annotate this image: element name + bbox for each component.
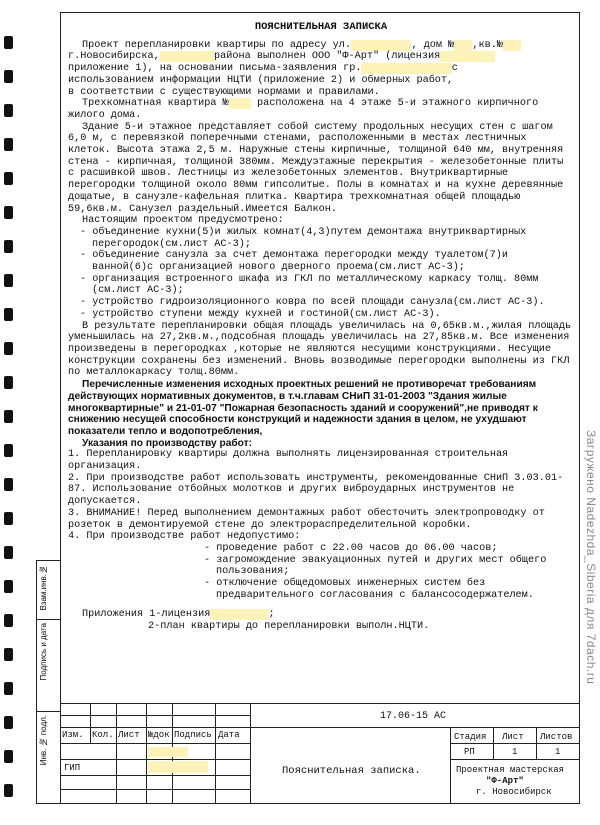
proposal-item: - объединение кухни(5)и жилых комнат(4,3)путем демонтажа внутриквартирных перегородок(см.лист АС-3);	[80, 226, 527, 250]
stamp-line	[493, 727, 494, 759]
stamp-col-izm: Изм.	[62, 730, 84, 740]
proposal-list	[68, 227, 574, 321]
redacted-entry	[148, 747, 188, 757]
stamp-line	[536, 727, 537, 759]
binding-hole	[4, 206, 13, 219]
side-label-replace: Взам.инв.№	[39, 565, 48, 611]
apartment-text-a: Трехкомнатная квартира №	[82, 98, 229, 110]
attachment-1-end: ;	[268, 609, 275, 621]
forbidden-list	[68, 543, 574, 602]
stamp-col-date: Дата	[218, 730, 240, 740]
stamp-line	[250, 703, 251, 803]
intro-line5: в соответствии с существующими нормами и правилами.	[68, 86, 380, 98]
binding-hole	[4, 648, 13, 661]
intro-line4: использованием информации НЦТИ (приложение 2) и обмерных работ,	[68, 74, 454, 86]
instruction-item: 1. Перепланировку квартиры должна выполнять лицензированная строительная организация.	[68, 449, 509, 473]
binding-hole	[4, 580, 13, 593]
binding-hole	[4, 716, 13, 729]
binding-hole	[4, 36, 13, 49]
stamp-org-line3: г. Новосибирск	[476, 787, 552, 797]
side-label-signature: Подпись и дата	[39, 623, 48, 681]
stamp-line	[450, 743, 580, 744]
attachments-line1	[68, 609, 574, 621]
binding-hole	[4, 308, 13, 321]
instruction-item: 4. При производстве работ недопустимо:	[68, 531, 301, 543]
binding-hole	[4, 444, 13, 457]
intro-line3-a: приложение 1), на основании письма-заявления гр.	[68, 63, 362, 75]
stamp-org-line1: Проектная мастерская	[456, 765, 565, 775]
redacted-gip-name	[148, 761, 208, 773]
stamp-role-gip: ГИП	[64, 763, 81, 773]
stamp-line	[450, 727, 451, 803]
stamp-org-line2: "Ф-Арт"	[486, 776, 524, 786]
binding-hole	[4, 784, 13, 797]
stamp-col-signature: Подпись	[174, 730, 212, 740]
stamp-sheets-value: 1	[555, 747, 561, 757]
binding-hole	[4, 478, 13, 491]
intro-line3-b: с	[451, 63, 458, 75]
stamp-line	[450, 759, 580, 760]
apartment-paragraph	[68, 98, 574, 121]
attachment-1-label: Приложения 1-лицензия	[82, 609, 211, 621]
binding-hole	[4, 750, 13, 763]
stamp-code: 17.06-15 АС	[380, 711, 447, 722]
binding-hole	[4, 342, 13, 355]
binding-hole	[4, 614, 13, 627]
redacted-flat	[503, 40, 521, 51]
stamp-line	[60, 727, 580, 728]
stamp-line	[60, 759, 250, 760]
page-title: ПОЯСНИТЕЛЬНАЯ ЗАПИСКА	[254, 21, 388, 33]
stamp-col-list: Лист	[118, 730, 140, 740]
redacted-applicant	[361, 63, 451, 74]
binding-hole	[4, 274, 13, 287]
intro-paragraph	[68, 40, 574, 99]
forbidden-item: - загромождение эвакуационных путей и других мест общего пользования;	[204, 554, 547, 578]
apartment-text-b: расположена на 4 этаже 5-и этажного кирпичного жилого дома.	[68, 98, 539, 121]
binding-hole	[4, 172, 13, 185]
building-paragraph: Здание 5-и этажное представляет собой систему продольных несущих стен с шагом 6,0 м, с перевязкой поперечными стенами, расположенными в местах лестничных клеток. Высота этажа 2,5 м. Наружные стены кирпичные, толщиной 640 мм, внутренняя стена - кирпичная, толщиной 380мм. Междуэтажные перекрытия - железобетонные плиты с расшивкой швов. Лестницы из железобетонных элементов. Внутриквартирные перегородки толщиной около 80мм гипсолитые. Полы в комнатах и на кухне деревянные дощатые, в санузле-кафельная плитка. Квартира трехкомнатная общей площадью 59,6кв.м. Санузел раздельный.Имеется Балкон.	[68, 121, 564, 215]
side-cell-signature	[37, 619, 61, 712]
stamp-line	[60, 715, 250, 716]
side-label-column	[36, 560, 61, 804]
document-body	[68, 22, 574, 633]
instructions-list	[68, 449, 574, 543]
stamp-sheet-value: 1	[512, 747, 518, 757]
intro-line2-a: г.Новосибирска,	[68, 51, 160, 63]
stamp-line	[60, 703, 580, 704]
binding-holes	[0, 0, 20, 825]
stamp-line	[90, 703, 91, 743]
proposal-item: - объединение санузла за счет демонтажа перегородки между туалетом(7)и ванной(6)с организацией нового дверного проема(см.лист АС-3);	[80, 250, 508, 274]
stamp-col-doc: №док	[148, 730, 170, 740]
binding-hole	[4, 376, 13, 389]
stamp-line	[60, 789, 250, 790]
binding-hole	[4, 682, 13, 695]
proposal-heading: Настоящим проектом предусмотрено:	[82, 215, 284, 227]
forbidden-item: - отключение общедомовых инженерных систем без предварительного согласования с балансосодержателем.	[204, 578, 534, 601]
stamp-line	[60, 775, 250, 776]
binding-hole	[4, 138, 13, 151]
intro-line1-b: , дом №	[411, 39, 455, 51]
proposal-item: - устройство гидроизоляционного ковра по всей площади санузла(см.лист АС-3).	[80, 297, 545, 309]
stamp-col-kol: Кол.	[92, 730, 114, 740]
stamp-line	[146, 703, 147, 803]
intro-line1-c: ,кв.№	[472, 39, 503, 51]
redacted-district	[160, 51, 214, 62]
title-block	[60, 703, 580, 803]
stamp-stage-value: РП	[464, 747, 475, 757]
intro-line2-b: района выполнен ООО "Ф-Арт" (лицензия	[214, 51, 441, 63]
stamp-doc-title: Пояснительная записка.	[282, 765, 421, 777]
stamp-sheet-header: Лист	[502, 732, 524, 742]
instructions-heading: Указания по производству работ:	[82, 437, 252, 449]
attachment-2: 2-план квартиры до перепланировки выполн.НЦТИ.	[148, 621, 430, 633]
watermark: Загружено Nadezhda_Siberia для 7dach.ru	[584, 430, 598, 685]
forbidden-item: - проведение работ с 22.00 часов до 06.00 часов;	[204, 542, 498, 554]
side-cell-inventory	[37, 711, 61, 802]
stamp-stage-header: Стадия	[454, 732, 487, 742]
stamp-sheets-header: Листов	[540, 732, 573, 742]
binding-hole	[4, 104, 13, 117]
redacted-license	[440, 51, 494, 62]
instruction-item: 2. При производстве работ использовать инструменты, рекомендованные СНиП 3.03.01-87. Использование отбойных молотков и других виброударных инструментов не допускается.	[68, 472, 564, 508]
proposal-item: - устройство ступени между кухней и гостиной(см.лист АС-3).	[80, 308, 441, 320]
side-label-inventory: Инв. № подл.	[39, 715, 48, 766]
binding-hole	[4, 240, 13, 253]
instruction-item: 3. ВНИМАНИЕ! Перед выполнением демонтажных работ обесточить электропроводку от розеток в демонтируемой стене до электрораспределительной коробки.	[68, 507, 545, 531]
binding-hole	[4, 70, 13, 83]
proposal-item: - организация встроенного шкафа из ГКЛ по металлическому каркасу толщ. 80мм (см.лист АС-3);	[80, 273, 539, 297]
redacted-street	[351, 40, 411, 51]
binding-hole	[4, 546, 13, 559]
stamp-line	[215, 703, 216, 803]
redacted-attachment	[210, 609, 268, 620]
side-cell-replace	[37, 561, 61, 620]
result-paragraph: В результате перепланировки общая площадь увеличилась на 0,65кв.м.,жилая площадь уменьшилась на 27,2кв.м.,подсобная площадь увеличилась на 27,85кв.м. Все изменения произведены в перегородках ,которые не являются несущими конструкциями. Несущие конструкции сохранены без изменений. Вновь возводимые перегородки выполнены из ГКЛ по металлокаркасу толщ.80мм.	[68, 320, 572, 379]
redacted-house	[454, 40, 472, 51]
binding-hole	[4, 512, 13, 525]
intro-line1-a: Проект перепланировки квартиры по адресу ул.	[82, 39, 351, 51]
stamp-line	[60, 703, 61, 803]
binding-hole	[4, 410, 13, 423]
redacted-apartment	[229, 98, 251, 109]
stamp-line	[60, 743, 250, 744]
stamp-line	[116, 703, 117, 803]
compliance-paragraph: Перечисленные изменения исходных проектных решений не противоречат требованиям действующих нормативных документов, в т.ч.главам СНиП 31-01-2003 "Здания жилые многоквартирные" и 21-01-07 "Пожарная безопасность зданий и сооружений",не приводят к снижению несущей способности конструкций и надежности здания в целом, не ухудшают показатели тепло и водопотребления,	[68, 379, 538, 437]
